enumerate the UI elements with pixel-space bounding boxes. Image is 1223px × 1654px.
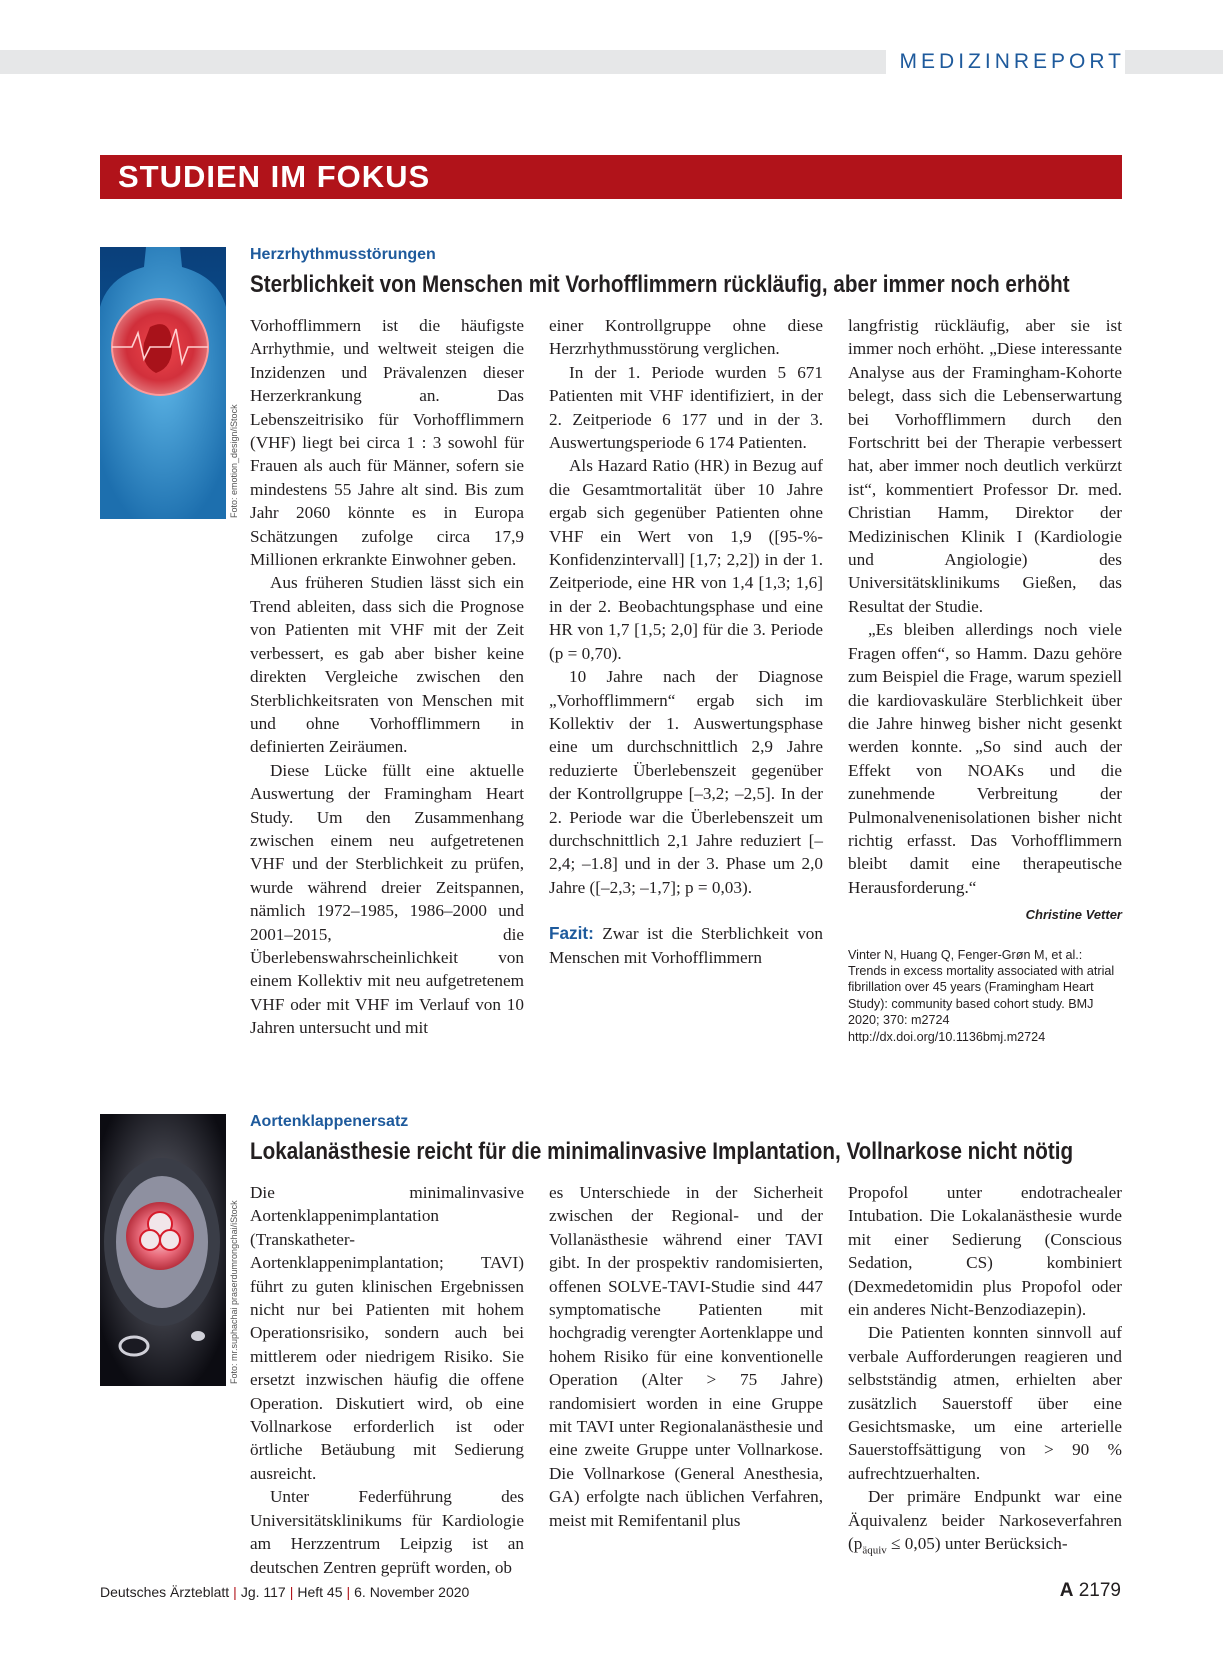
paragraph: Diese Lücke füllt eine aktuelle Auswertung der Framingham Heart Study. Um den Zusammenhang zwischen einem neu aufgetretenen VHF und der Sterblichkeit zu prüfen, wurde während dreier Zeitspannen, nämlich 1972–1985, 1986–2000 und 2001–2015, die Überlebenswahrscheinlichkeit von einem Kollektiv mit neu aufgetretenem VHF oder mit VHF im Verlauf von 10 Jahren untersucht und mit (250, 760, 524, 1038)
article2-headline: Lokalanästhesie reicht für die minimalinvasive Implantation, Vollnarkose nicht nötig (250, 1138, 1074, 1165)
article1-headline: Sterblichkeit von Menschen mit Vorhofflimmern rückläufig, aber immer noch erhöht (250, 271, 1070, 298)
page-prefix: A (1059, 1580, 1074, 1601)
paragraph: Die Patienten konnten sinnvoll auf verbale Aufforderungen reagieren und selbstständig atmen, erhielten aber zusätzlich Sauerstoff über eine Gesichtsmaske, um eine arterielle Sauerstoffsättigung von > 90 % aufrechtzuerhalten. (848, 1323, 1122, 1483)
paragraph: langfristig rückläufig, aber sie ist immer noch erhöht. „Diese interessante Analyse aus der Framingham-Kohorte belegt, dass sich die Lebenserwartung bei Vorhofflimmern durch den Fortschritt bei der Therapie verbessert hat, aber immer noch deutlich verkürzt ist“, kommentiert Professor Dr. med. Christian Hamm, Direktor der Medizinischen Klinik I (Kardiologie und Angiologie) des Universitätsklinikums Gießen, das Resultat der Studie. (848, 316, 1122, 616)
journal-name: Deutsches Ärzteblatt (100, 1584, 230, 1600)
text-run: Der primäre Endpunkt war eine Äquivalenz beider Narkoseverfahren (p (848, 1487, 1122, 1554)
article2-column-3 (848, 1181, 1122, 1563)
photo-credit: Foto: mr.suphachai praserdumrongchai/iStock (229, 1200, 239, 1384)
photo-credit: Foto: emotion_design/iStock (229, 404, 239, 518)
article1-column-1 (250, 314, 524, 1040)
section-label: MEDIZINREPORT (886, 47, 1125, 77)
separator: | (289, 1584, 294, 1600)
article1-kicker: Herzrhythmusstörungen (250, 246, 436, 263)
article2-kicker: Aortenklappenersatz (250, 1113, 409, 1130)
paragraph: es Unterschiede in der Sicherheit zwischen der Regional- und der Vollanästhesie während einer TAVI gibt. In der prospektiv randomisierten, offenen SOLVE-TAVI-Studie sind 447 symptomatische Patienten mit hochgradig verengter Aortenklappe und hohem Risiko für eine konventionelle Operation (Alter > 75 Jahre) randomisiert worden in eine Gruppe mit TAVI unter Regionalanästhesie und eine zweite Gruppe unter Vollnarkose. Die Vollnarkose (General Anesthesia, GA) erfolgte nach üblichen Verfahren, meist mit Remifentanil plus (549, 1183, 823, 1530)
heart-photo (100, 247, 226, 519)
fazit-paragraph (549, 922, 823, 969)
issue-date: 6. November 2020 (354, 1584, 470, 1600)
paragraph: Propofol unter endotrachealer Intubation. Die Lokalanästhesie wurde mit einer Sedierung (Conscious Sedation, CS) kombiniert (Dexmedetomidin plus Propofol oder ein anderes Nicht-Benzodiazepin). (848, 1183, 1122, 1320)
paragraph: 10 Jahre nach der Diagnose „Vorhofflimmern“ ergab sich im Kollektiv der 1. Auswertungsphase eine um durchschnittlich 2,9 Jahre reduzierte Überlebenszeit gegenüber der Kontrollgruppe [–3,2; –2,5]. In der 2. Periode war die Überlebenszeit um durchschnittlich 2,1 Jahre reduziert [–2,4; –1.8] und in der 3. Phase um 2,0 Jahre ([–2,3; –1,7]; p = 0,03). (549, 667, 823, 897)
banner-title: STUDIEN IM FOKUS (118, 159, 431, 194)
separator: | (233, 1584, 237, 1600)
paragraph: Als Hazard Ratio (HR) in Bezug auf die Gesamtmortalität über 10 Jahre ergab sich gegenüber Patienten ohne VHF ein Wert von 1,9 ([95-%-Konfidenzintervall] [1,7; 2,2]) in der 1. Zeitperiode, eine HR von 1,4 [1,3; 1,6] in der 2. Beobachtungsphase und eine HR von 1,7 [1,5; 2,0] für die 3. Periode (p = 0,70). (549, 456, 823, 663)
text-run: ≤ 0,05) unter Berücksich- (886, 1534, 1068, 1554)
page-number-value: 2179 (1078, 1580, 1121, 1601)
paragraph: Die minimalinvasive Aortenklappenimplantation (Transkatheter-Aortenklappenimplantation; TAVI) führt zu guten klinischen Ergebnissen nicht nur bei Patienten mit hohem Operationsrisiko, sondern auch bei mittlerem oder niedrigem Risiko. Sie ersetzt inzwischen häufig die offene Operation. Diskutiert wird, ob eine Vollnarkose erforderlich ist oder örtliche Betäubung mit Sedierung ausreicht. (250, 1183, 524, 1483)
page-number (1060, 1580, 1121, 1602)
article2-column-1 (250, 1181, 524, 1579)
footer (100, 1584, 469, 1600)
paragraph: In der 1. Periode wurden 5 671 Patienten mit VHF identifiziert, in der 2. Zeitperiode 6 177 und in der 3. Auswertungsperiode 6 174 Patienten. (549, 362, 823, 453)
article1-column-2 (549, 314, 823, 969)
author: Christine Vetter (1025, 907, 1122, 923)
paragraph: einer Kontrollgruppe ohne diese Herzrhythmusstörung verglichen. (549, 316, 823, 359)
separator: | (346, 1584, 351, 1600)
article1-column-3 (848, 314, 1122, 1045)
heart-illustration-icon (100, 247, 226, 519)
fazit-label: Fazit: (549, 923, 594, 944)
paragraph: Vorhofflimmern ist die häufigste Arrhythmie, und weltweit steigen die Inzidenzen und Prävalenzen dieser Herzerkrankung an. Das Lebenszeitrisiko für Vorhofflimmern (VHF) liegt bei circa 1 : 3 sowohl für Frauen als auch für Männer, sofern sie mindestens 55 Jahre alt sind. Bis zum Jahr 2060 könnte es in Europa Schätzungen zufolge circa 17,9 Millionen erkrankte Einwohner geben. (250, 316, 524, 570)
article2-column-2 (549, 1181, 823, 1532)
paragraph (848, 1485, 1122, 1563)
mri-photo (100, 1114, 226, 1386)
paragraph: Unter Federführung des Universitätsklinikums für Kardiologie am Herzzentrum Leipzig ist an deutschen Zentren geprüft worden, ob (250, 1487, 524, 1577)
subscript: äquiv (862, 1544, 887, 1557)
reference: Vinter N, Huang Q, Fenger-Grøn M, et al.: Trends in excess mortality associated with atrial fibrillation over 45 years (Framingham Heart Study): community based cohort study. BMJ 2020; 370: m2724 http://dx.doi.org/10.1136bmj.m2724 (848, 947, 1115, 1044)
issue: Heft 45 (297, 1584, 343, 1600)
paragraph: „Es bleiben allerdings noch viele Fragen offen“, so Hamm. Dazu gehöre zum Beispiel die Frage, warum speziell die kardiovaskuläre Sterblichkeit über die Jahre hinweg bisher nicht gesenkt werden konnte. „So sind auch der Effekt von NOAKs und die zunehmende Verbreitung der Pulmonalvenenisolationen bisher nicht richtig erfasst. Das Vorhofflimmern bleibt damit eine therapeutische Herausforderung.“ (848, 620, 1122, 897)
mri-scan-icon (100, 1114, 226, 1386)
volume: Jg. 117 (240, 1584, 286, 1600)
paragraph: Aus früheren Studien lässt sich ein Trend ableiten, dass sich die Prognose von Patienten mit VHF mit der Zeit verbessert, es gab aber bisher keine direkten Vergleiche zwischen den Sterblichkeitsraten von Menschen mit und ohne Vorhofflimmern in definierten Zeiräumen. (250, 573, 524, 757)
fazit-text: Zwar ist die Sterblichkeit von Menschen mit Vorhofflimmern (549, 924, 823, 967)
banner (100, 155, 1122, 199)
